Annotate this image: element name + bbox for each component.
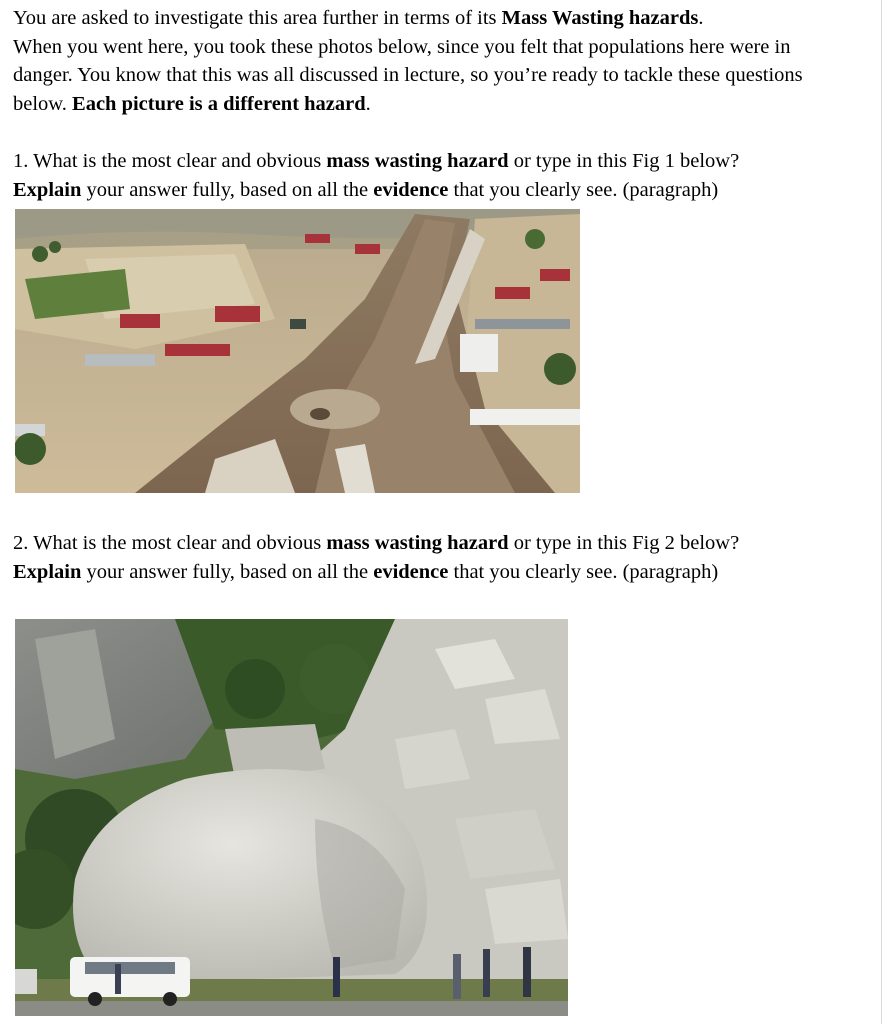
- question-2-line-1: 2. What is the most clear and obvious mass wasting hazard or type in this Fig 2 below?: [13, 532, 740, 554]
- intro-line-4: below. Each picture is a different hazard.: [13, 92, 371, 115]
- intro-paragraph: [13, 4, 884, 118]
- question-1-line-2: Explain your answer fully, based on all the evidence that you clearly see. (paragraph): [13, 178, 719, 201]
- intro-line-2: When you went here, you took these photos below, since you felt that populations here were in: [13, 35, 791, 58]
- different-hazard-emphasis: Each picture is a different hazard: [72, 92, 366, 115]
- figure-2-rockfall-photo: [15, 619, 568, 1016]
- question-2: [13, 529, 884, 586]
- mass-wasting-hazards-emphasis: Mass Wasting hazards: [501, 7, 699, 29]
- figure-1-debris-flow-photo: [15, 209, 580, 493]
- intro-line-1: You are asked to investigate this area further in terms of its Mass Wasting hazards.: [13, 7, 704, 29]
- question-1-line-1: 1. What is the most clear and obvious mass wasting hazard or type in this Fig 1 below?: [13, 150, 740, 172]
- intro-line-3: danger. You know that this was all discussed in lecture, so you’re ready to tackle these questions: [13, 64, 803, 87]
- question-1: [13, 147, 884, 204]
- question-2-line-2: Explain your answer fully, based on all the evidence that you clearly see. (paragraph): [13, 560, 719, 583]
